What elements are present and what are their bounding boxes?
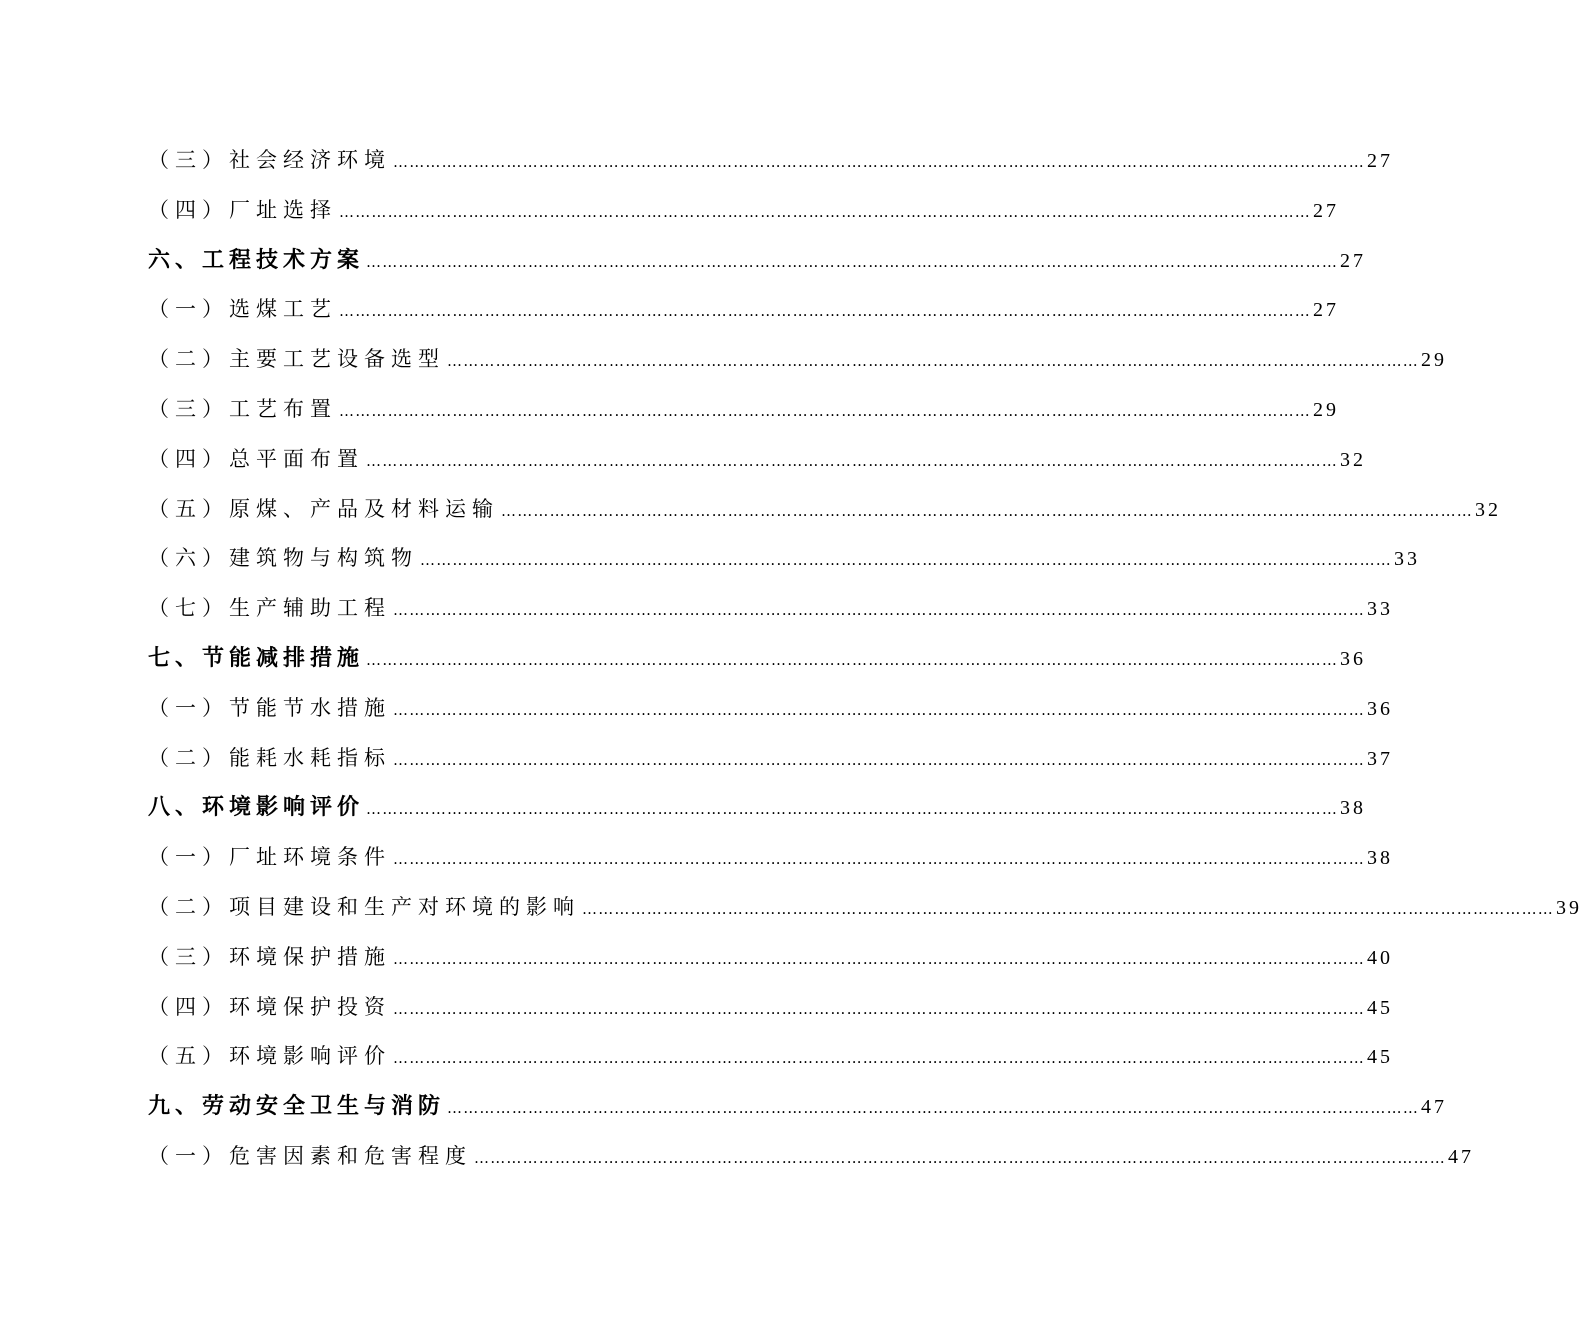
toc-entry-page-number: 45 bbox=[1367, 1046, 1393, 1069]
toc-section-entry[interactable] bbox=[148, 584, 1393, 634]
toc-entry-title: （五）环境影响评价 bbox=[148, 1044, 391, 1069]
toc-dot-leader: ……………………………………………………………………………………………………………………………………………………………… bbox=[339, 202, 1311, 221]
toc-dot-leader: ……………………………………………………………………………………………………………………………………………………………… bbox=[420, 551, 1392, 570]
toc-chapter-entry[interactable] bbox=[148, 236, 1367, 286]
toc-entry-title: （四）厂址选择 bbox=[148, 197, 337, 222]
toc-entry-title: （二）能耗水耗指标 bbox=[148, 745, 391, 770]
toc-section-entry[interactable] bbox=[148, 734, 1393, 784]
toc-entry-title: 九、劳动安全卫生与消防 bbox=[148, 1093, 446, 1120]
toc-chapter-entry[interactable] bbox=[148, 783, 1367, 833]
toc-entry-page-number: 29 bbox=[1313, 398, 1339, 421]
toc-entry-page-number: 32 bbox=[1475, 498, 1501, 521]
toc-dot-leader: ……………………………………………………………………………………………………………………………………………………………… bbox=[339, 401, 1311, 420]
toc-dot-leader: ……………………………………………………………………………………………………………………………………………………………… bbox=[366, 252, 1339, 271]
toc-entry-page-number: 33 bbox=[1367, 598, 1393, 621]
toc-section-entry[interactable] bbox=[148, 136, 1393, 186]
toc-entry-title: （七）生产辅助工程 bbox=[148, 596, 391, 621]
toc-entry-page-number: 47 bbox=[1448, 1145, 1474, 1168]
toc-section-entry[interactable] bbox=[148, 883, 1582, 933]
toc-entry-page-number: 33 bbox=[1394, 548, 1420, 571]
toc-section-entry[interactable] bbox=[148, 335, 1447, 385]
toc-entry-page-number: 27 bbox=[1313, 299, 1339, 322]
toc-section-entry[interactable] bbox=[148, 485, 1501, 535]
toc-entry-title: 六、工程技术方案 bbox=[148, 246, 365, 273]
toc-section-entry[interactable] bbox=[148, 385, 1339, 435]
toc-entry-page-number: 36 bbox=[1340, 647, 1367, 670]
toc-entry-page-number: 27 bbox=[1367, 150, 1393, 172]
toc-entry-page-number: 27 bbox=[1340, 249, 1367, 272]
toc-section-entry[interactable] bbox=[148, 983, 1393, 1033]
toc-section-entry[interactable] bbox=[148, 684, 1393, 734]
toc-entry-page-number: 45 bbox=[1367, 996, 1393, 1019]
toc-entry-page-number: 38 bbox=[1340, 797, 1367, 820]
toc-dot-leader: ……………………………………………………………………………………………………………………………………………………………… bbox=[393, 1049, 1365, 1068]
toc-dot-leader: ……………………………………………………………………………………………………………………………………………………………… bbox=[393, 999, 1365, 1018]
toc-entry-page-number: 36 bbox=[1367, 697, 1393, 720]
toc-dot-leader: ……………………………………………………………………………………………………………………………………………………………… bbox=[339, 302, 1311, 321]
toc-entry-page-number: 40 bbox=[1367, 946, 1393, 969]
toc-entry-title: 八、环境影响评价 bbox=[148, 794, 365, 821]
toc-entry-title: （四）环境保护投资 bbox=[148, 994, 391, 1019]
toc-entry-page-number: 39 bbox=[1556, 896, 1582, 919]
toc-entry-title: 七、节能减排措施 bbox=[148, 644, 365, 671]
toc-section-entry[interactable] bbox=[148, 933, 1393, 983]
toc-dot-leader: ……………………………………………………………………………………………………………………………………………………………… bbox=[582, 899, 1554, 918]
toc-entry-title: （三）社会经济环境 bbox=[148, 148, 391, 172]
toc-dot-leader: ……………………………………………………………………………………………………………………………………………………………… bbox=[393, 601, 1365, 620]
toc-dot-leader: ……………………………………………………………………………………………………………………………………………………………… bbox=[393, 850, 1365, 869]
toc-chapter-entry[interactable] bbox=[148, 634, 1367, 684]
toc-entry-title: （一）节能节水措施 bbox=[148, 695, 391, 720]
toc-entry-title: （一）选煤工艺 bbox=[148, 297, 337, 322]
toc-entry-title: （五）原煤、产品及材料运输 bbox=[148, 496, 499, 521]
toc-entry-page-number: 47 bbox=[1421, 1096, 1448, 1119]
toc-entry-page-number: 32 bbox=[1340, 448, 1366, 471]
toc-entry-title: （一）危害因素和危害程度 bbox=[148, 1143, 472, 1168]
toc-dot-leader: ……………………………………………………………………………………………………………………………………………………………… bbox=[366, 650, 1339, 669]
toc-section-entry[interactable] bbox=[148, 1032, 1393, 1082]
toc-entry-title: （二）项目建设和生产对环境的影响 bbox=[148, 894, 580, 919]
toc-dot-leader: ……………………………………………………………………………………………………………………………………………………………… bbox=[447, 1099, 1420, 1118]
toc-dot-leader: ……………………………………………………………………………………………………………………………………………………………… bbox=[447, 352, 1419, 371]
toc-dot-leader: ……………………………………………………………………………………………………………………………………………………………… bbox=[474, 1148, 1446, 1167]
toc-section-entry[interactable] bbox=[148, 285, 1339, 335]
toc-section-entry[interactable] bbox=[148, 534, 1420, 584]
toc-entry-page-number: 37 bbox=[1367, 747, 1393, 770]
toc-entry-page-number: 38 bbox=[1367, 847, 1393, 870]
toc-dot-leader: ……………………………………………………………………………………………………………………………………………………………… bbox=[501, 501, 1473, 520]
toc-entry-title: （三）工艺布置 bbox=[148, 396, 337, 421]
toc-section-entry[interactable] bbox=[148, 833, 1393, 883]
toc-dot-leader: ……………………………………………………………………………………………………………………………………………………………… bbox=[393, 153, 1365, 171]
toc-dot-leader: ……………………………………………………………………………………………………………………………………………………………… bbox=[393, 700, 1365, 719]
toc-dot-leader: ……………………………………………………………………………………………………………………………………………………………… bbox=[366, 800, 1339, 819]
toc-entry-title: （一）厂址环境条件 bbox=[148, 845, 391, 870]
toc-entry-page-number: 29 bbox=[1421, 349, 1447, 372]
toc-entry-title: （二）主要工艺设备选型 bbox=[148, 347, 445, 372]
toc-entry-title: （三）环境保护措施 bbox=[148, 944, 391, 969]
table-of-contents bbox=[148, 136, 1582, 1182]
toc-dot-leader: ……………………………………………………………………………………………………………………………………………………………… bbox=[393, 949, 1365, 968]
toc-chapter-entry[interactable] bbox=[148, 1082, 1448, 1132]
toc-section-entry[interactable] bbox=[148, 435, 1366, 485]
toc-dot-leader: ……………………………………………………………………………………………………………………………………………………………… bbox=[393, 750, 1365, 769]
toc-entry-page-number: 27 bbox=[1313, 199, 1339, 222]
toc-dot-leader: ……………………………………………………………………………………………………………………………………………………………… bbox=[366, 451, 1338, 470]
toc-section-entry[interactable] bbox=[148, 186, 1339, 236]
toc-entry-title: （六）建筑物与构筑物 bbox=[148, 546, 418, 571]
toc-entry-title: （四）总平面布置 bbox=[148, 446, 364, 471]
toc-section-entry[interactable] bbox=[148, 1132, 1474, 1182]
